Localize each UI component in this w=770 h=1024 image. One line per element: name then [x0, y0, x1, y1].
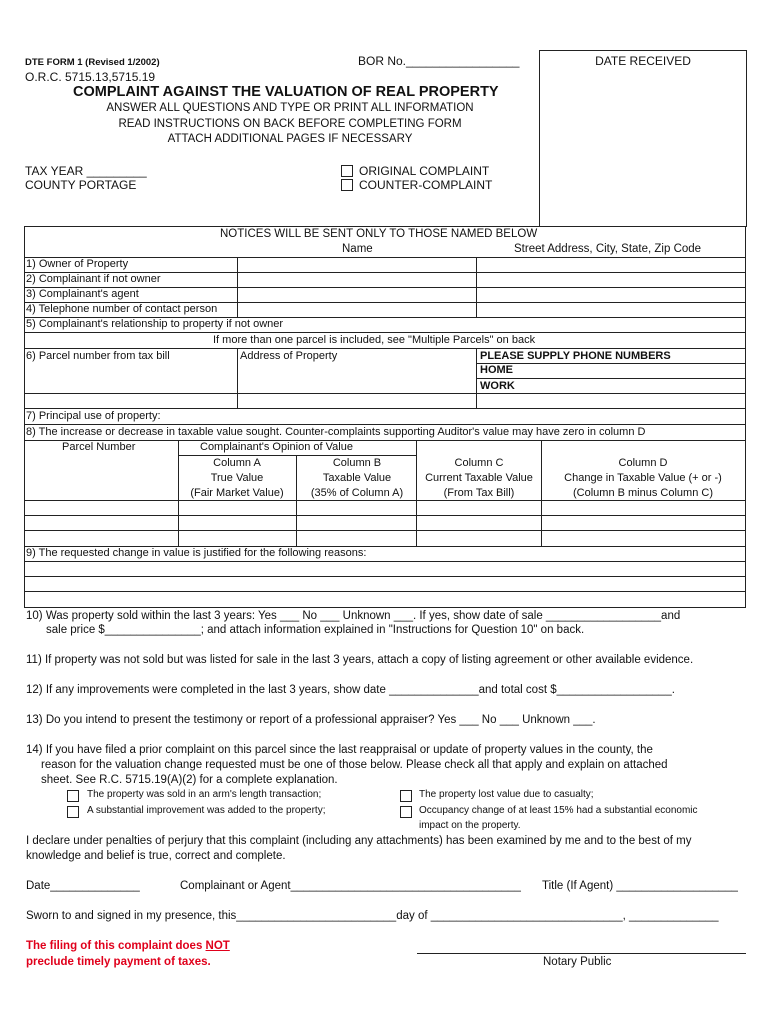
casualty-loss-label: The property lost value due to casualty; [419, 789, 594, 800]
occupancy-change-label-cont: impact on the property. [419, 820, 521, 831]
phone-numbers-heading: PLEASE SUPPLY PHONE NUMBERS [480, 350, 671, 362]
notices-heading: NOTICES WILL BE SENT ONLY TO THOSE NAMED BELOW [220, 228, 538, 240]
date-field[interactable]: Date______________ [26, 880, 140, 892]
counter-complaint-checkbox[interactable] [341, 179, 353, 191]
q10-property-sold: 10) Was property sold within the last 3 years: Yes ___ No ___ Unknown ___. If yes, show date of sale __________________and [26, 610, 681, 622]
declaration-line-1: I declare under penalties of perjury that this complaint (including any attachments) has been examined by me and to the best of my [26, 835, 692, 847]
address-column-header: Street Address, City, State, Zip Code [514, 243, 702, 255]
form-title: COMPLAINT AGAINST THE VALUATION OF REAL PROPERTY [73, 84, 499, 100]
column-c-header: Column C Current Taxable Value (From Tax Bill) [425, 457, 533, 499]
occupancy-change-label: Occupancy change of at least 15% had a substantial economic [419, 805, 698, 816]
q14-reason-line: reason for the valuation change requested must be one of those below. Please check all that apply and explain on attached [41, 759, 668, 771]
q11-listed-for-sale: 11) If property was not sold but was listed for sale in the last 3 years, attach a copy of listing agreement or other available evidence. [26, 654, 694, 666]
column-a-header: Column A True Value (Fair Market Value) [190, 457, 284, 499]
q13-appraiser: 13) Do you intend to present the testimony or report of a professional appraiser? Yes ___ No ___ Unknown ___. [26, 714, 596, 726]
complainant-opinion-header: Complainant's Opinion of Value [200, 441, 353, 453]
owner-of-property-row: 1) Owner of Property [26, 258, 129, 270]
name-column-header: Name [342, 243, 373, 255]
q9-reasons-label: 9) The requested change in value is justified for the following reasons: [26, 547, 367, 559]
work-phone-label[interactable]: WORK [480, 380, 515, 392]
original-complaint-label: ORIGINAL COMPLAINT [359, 164, 490, 178]
orc-reference: O.R.C. 5715.13,5715.19 [25, 70, 156, 84]
q10-sale-price: sale price $_______________; and attach information explained in "Instructions for Question 10" on back. [46, 624, 585, 636]
payment-warning-line-1: The filing of this complaint does NOT [26, 940, 230, 952]
sworn-statement[interactable]: Sworn to and signed in my presence, this_________________________day of ______________________________, ______________ [26, 910, 719, 922]
casualty-loss-checkbox[interactable] [400, 790, 412, 802]
home-phone-label[interactable]: HOME [480, 364, 513, 376]
date-received-box [539, 50, 747, 227]
parcel-number-column-header: Parcel Number [62, 441, 136, 453]
address-of-property-label: Address of Property [240, 350, 338, 362]
principal-use-label: 7) Principal use of property: [26, 410, 161, 422]
complainant-agent-row: 3) Complainant's agent [26, 288, 139, 300]
column-b-header: Column B Taxable Value (35% of Column A) [310, 457, 404, 499]
q8-value-sought: 8) The increase or decrease in taxable value sought. Counter-complaints supporting Auditor's value may have zero in column D [26, 426, 646, 438]
column-d-header: Column D Change in Taxable Value (+ or -) (Column B minus Column C) [564, 457, 722, 499]
q14-prior-complaint: 14) If you have filed a prior complaint on this parcel since the last reappraisal or update of property values in the county, the [26, 744, 653, 756]
instruction-line-2: READ INSTRUCTIONS ON BACK BEFORE COMPLETING FORM [118, 118, 462, 130]
county-field: COUNTY PORTAGE [25, 178, 137, 192]
original-complaint-checkbox[interactable] [341, 165, 353, 177]
relationship-row: 5) Complainant's relationship to property if not owner [26, 318, 284, 330]
telephone-contact-row: 4) Telephone number of contact person [26, 303, 218, 315]
instruction-line-1: ANSWER ALL QUESTIONS AND TYPE OR PRINT ALL INFORMATION [106, 102, 474, 114]
bor-number-field[interactable]: BOR No._________________ [358, 54, 520, 68]
not-emphasis: NOT [205, 940, 230, 952]
complainant-if-not-owner-row: 2) Complainant if not owner [26, 273, 161, 285]
counter-complaint-label: COUNTER-COMPLAINT [359, 178, 493, 192]
sold-arms-length-label: The property was sold in an arm's length transaction; [87, 789, 322, 800]
sold-arms-length-checkbox[interactable] [67, 790, 79, 802]
notary-public-label: Notary Public [543, 956, 612, 968]
occupancy-change-checkbox[interactable] [400, 806, 412, 818]
parcel-number-label: 6) Parcel number from tax bill [26, 350, 170, 362]
declaration-line-2: knowledge and belief is true, correct and complete. [26, 850, 286, 862]
form-id: DTE FORM 1 (Revised 1/2002) [25, 57, 160, 68]
agent-title-field[interactable]: Title (If Agent) ___________________ [542, 880, 738, 892]
q14-see-rc: sheet. See R.C. 5715.19(A)(2) for a complete explanation. [41, 774, 338, 786]
q12-improvements: 12) If any improvements were completed in the last 3 years, show date ______________and total cost $__________________. [26, 684, 675, 696]
substantial-improvement-label: A substantial improvement was added to the property; [87, 805, 326, 816]
substantial-improvement-checkbox[interactable] [67, 806, 79, 818]
date-received-label: DATE RECEIVED [595, 54, 691, 68]
multiple-parcels-note: If more than one parcel is included, see "Multiple Parcels" on back [213, 334, 536, 346]
complainant-signature-field[interactable]: Complainant or Agent____________________________________ [180, 880, 521, 892]
tax-year-field[interactable]: TAX YEAR _________ [25, 164, 147, 178]
instruction-line-3: ATTACH ADDITIONAL PAGES IF NECESSARY [167, 133, 413, 145]
payment-warning-line-2: preclude timely payment of taxes. [26, 956, 211, 968]
